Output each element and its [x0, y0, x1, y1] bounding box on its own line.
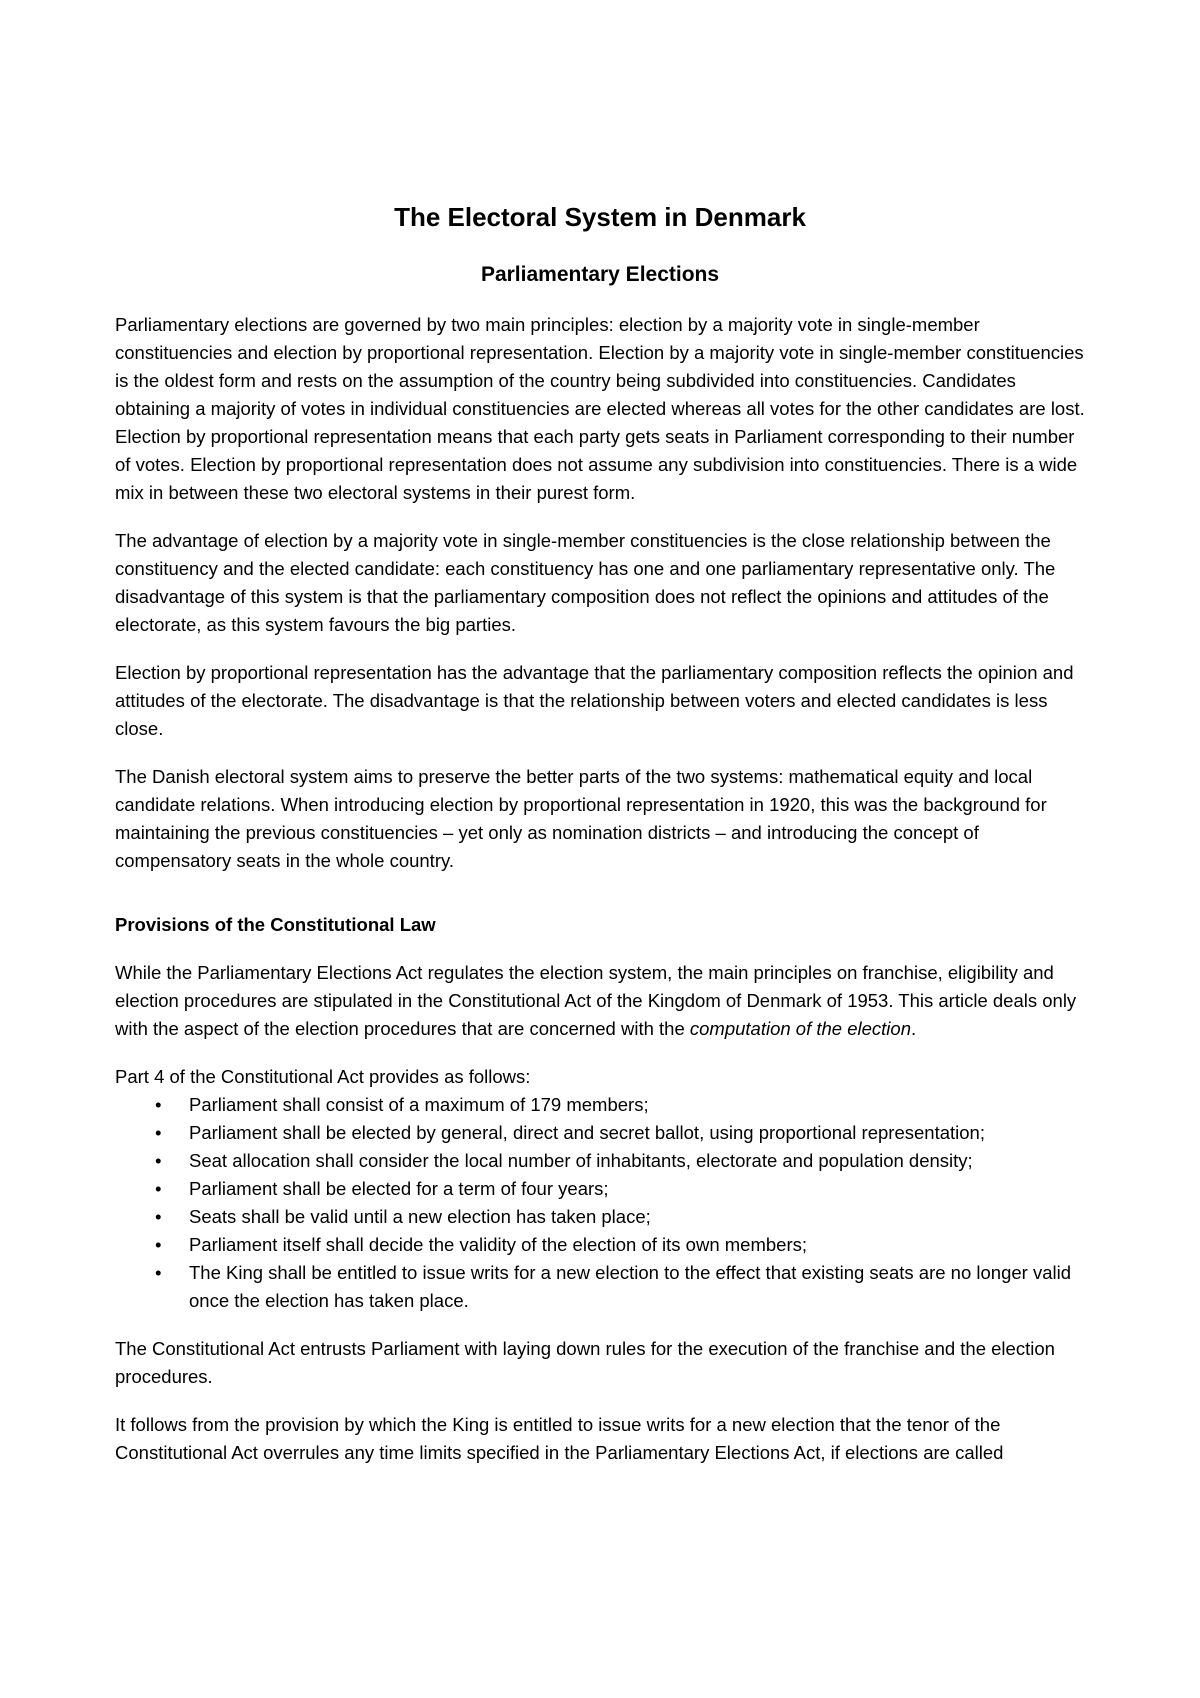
paragraph-danish-system: The Danish electoral system aims to preserve the better parts of the two systems: mathematical equity and local candidate relations. When introducing election by proportional representation in 1920, this was the background for maintaining the previous constituencies – yet only as nomination districts – and introducing the concept of compensatory seats in the whole country. [115, 766, 1047, 871]
list-item [115, 1203, 1085, 1231]
list-item-text: Parliament shall be elected for a term of four years; [189, 1178, 609, 1199]
bullet-icon: • [155, 1178, 162, 1199]
list-item-text: Parliament itself shall decide the validity of the election of its own members; [189, 1234, 807, 1255]
paragraph-principles: Parliamentary elections are governed by two main principles: election by a majority vote in single-member constituencies and election by proportional representation. Election by a majority vote in single-member constituencies is the oldest form and rests on the assumption of the country being subdivided into constituencies. Candidates obtaining a majority of votes in individual constituencies are elected whereas all votes for the other candidates are lost. Election by proportional representation means that each party gets seats in Parliament corresponding to their number of votes. Election by proportional representation does not assume any subdivision into constituencies. There is a wide mix in between these two electoral systems in their purest form. [115, 314, 1085, 503]
list-item [115, 1259, 1085, 1315]
list-item-text: Seats shall be valid until a new election has taken place; [189, 1206, 651, 1227]
list-item [115, 1175, 1085, 1203]
constitutional-text: While the Parliamentary Elections Act regulates the election system, the main principles on franchise, eligibility and election procedures are stipulated in the Constitutional Act of the Kingdom of Denmark of 1953. This article deals only with the aspect of the election procedures that are concerned with the [115, 962, 1077, 1039]
list-item [115, 1119, 1085, 1147]
list-item [115, 1231, 1085, 1259]
list-item-text: Seat allocation shall consider the local number of inhabitants, electorate and population density; [189, 1150, 973, 1171]
bullet-icon: • [155, 1094, 162, 1115]
bullet-icon: • [155, 1234, 162, 1255]
paragraph-writs: It follows from the provision by which the King is entitled to issue writs for a new election that the tenor of the Constitutional Act overrules any time limits specified in the Parliamentary Elections Act, if elections are called [115, 1414, 1004, 1463]
paragraph-constitutional-act [115, 959, 1085, 1043]
bullet-icon: • [155, 1122, 162, 1143]
provisions-list [115, 1091, 1085, 1315]
bullet-icon: • [155, 1206, 162, 1227]
bullet-icon: • [155, 1150, 162, 1171]
constitutional-end: . [911, 1018, 917, 1039]
part4-intro: Part 4 of the Constitutional Act provides as follows: [115, 1066, 531, 1087]
list-item [115, 1147, 1085, 1175]
paragraph-proportional: Election by proportional representation has the advantage that the parliamentary composition reflects the opinion and attitudes of the electorate. The disadvantage is that the relationship between voters and elected candidates is less close. [115, 662, 1074, 739]
list-item-text: Parliament shall be elected by general, direct and secret ballot, using proportional representation; [189, 1122, 985, 1143]
list-item-text: The King shall be entitled to issue writs for a new election to the effect that existing seats are no longer valid once the election has taken place. [189, 1262, 1071, 1311]
list-item [115, 1091, 1085, 1119]
paragraph-parliament-rules: The Constitutional Act entrusts Parliament with laying down rules for the execution of the franchise and the election procedures. [115, 1338, 1055, 1387]
section-heading-constitutional-law: Provisions of the Constitutional Law [115, 914, 436, 935]
document-page [115, 200, 1085, 1487]
paragraph-majority-vote: The advantage of election by a majority vote in single-member constituencies is the close relationship between the constituency and the elected candidate: each constituency has one and one parliamentary representative only. The disadvantage of this system is that the parliamentary composition does not reflect the opinions and attitudes of the electorate, as this system favours the big parties. [115, 530, 1056, 635]
section-title-parliamentary-elections: Parliamentary Elections [480, 263, 720, 286]
bullet-icon: • [155, 1262, 162, 1283]
list-item-text: Parliament shall consist of a maximum of 179 members; [189, 1094, 649, 1115]
document-title: The Electoral System in Denmark [394, 202, 806, 232]
constitutional-emphasis: computation of the election [689, 1018, 911, 1039]
